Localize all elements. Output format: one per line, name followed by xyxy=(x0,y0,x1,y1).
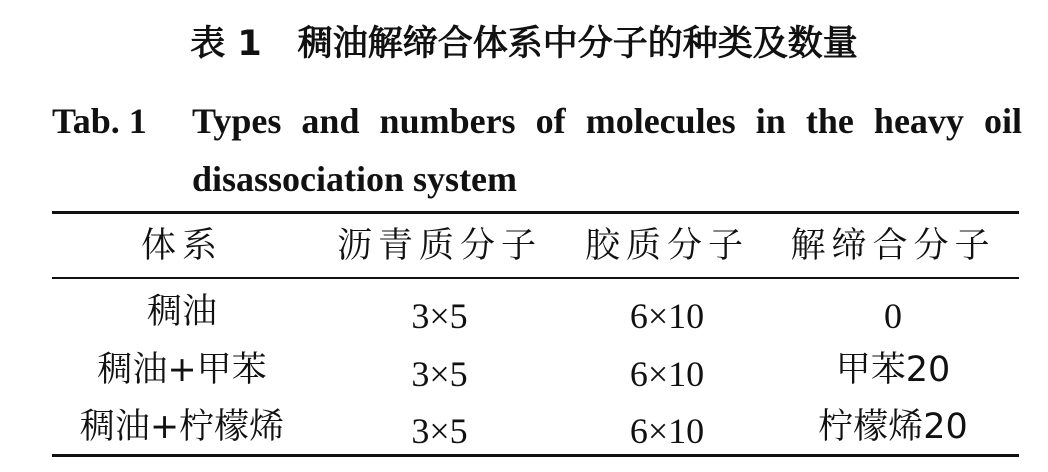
cell-system: 稠油+甲苯 xyxy=(97,350,267,390)
cell-dissociation: 柠檬烯20 xyxy=(818,407,968,447)
header-system: 体系 xyxy=(140,226,223,266)
cell-asphaltene: 3×5 xyxy=(411,354,468,394)
cell-dissociation: 甲苯20 xyxy=(835,350,951,390)
cell-resin: 6×10 xyxy=(629,411,705,451)
cell-asphaltene: 3×5 xyxy=(411,296,468,336)
cell-asphaltene: 3×5 xyxy=(411,411,468,451)
cell-resin: 6×10 xyxy=(629,296,705,336)
table-bottom-rule xyxy=(52,454,1019,457)
caption-cn-label: 表 1 xyxy=(190,24,262,64)
cell-system: 稠油+柠檬烯 xyxy=(79,407,285,447)
cell-dissociation: 0 xyxy=(884,296,902,336)
caption-cn-title: 稠油解缔合体系中分子的种类及数量 xyxy=(297,24,858,64)
cell-system: 稠油 xyxy=(146,292,217,332)
table-header-rule xyxy=(52,277,1019,279)
table-caption-en xyxy=(52,92,1022,208)
caption-en-label: Tab. 1 xyxy=(52,101,147,141)
header-resin: 胶质分子 xyxy=(584,226,749,266)
table-caption-cn xyxy=(0,22,1048,66)
table-top-rule xyxy=(52,211,1019,214)
caption-en-title: Types and numbers of molecules in the heavy oil disassociation system xyxy=(192,101,1022,199)
cell-resin: 6×10 xyxy=(629,354,705,394)
header-dissociation: 解缔合分子 xyxy=(790,226,996,266)
header-asphaltene: 沥青质分子 xyxy=(336,226,542,266)
